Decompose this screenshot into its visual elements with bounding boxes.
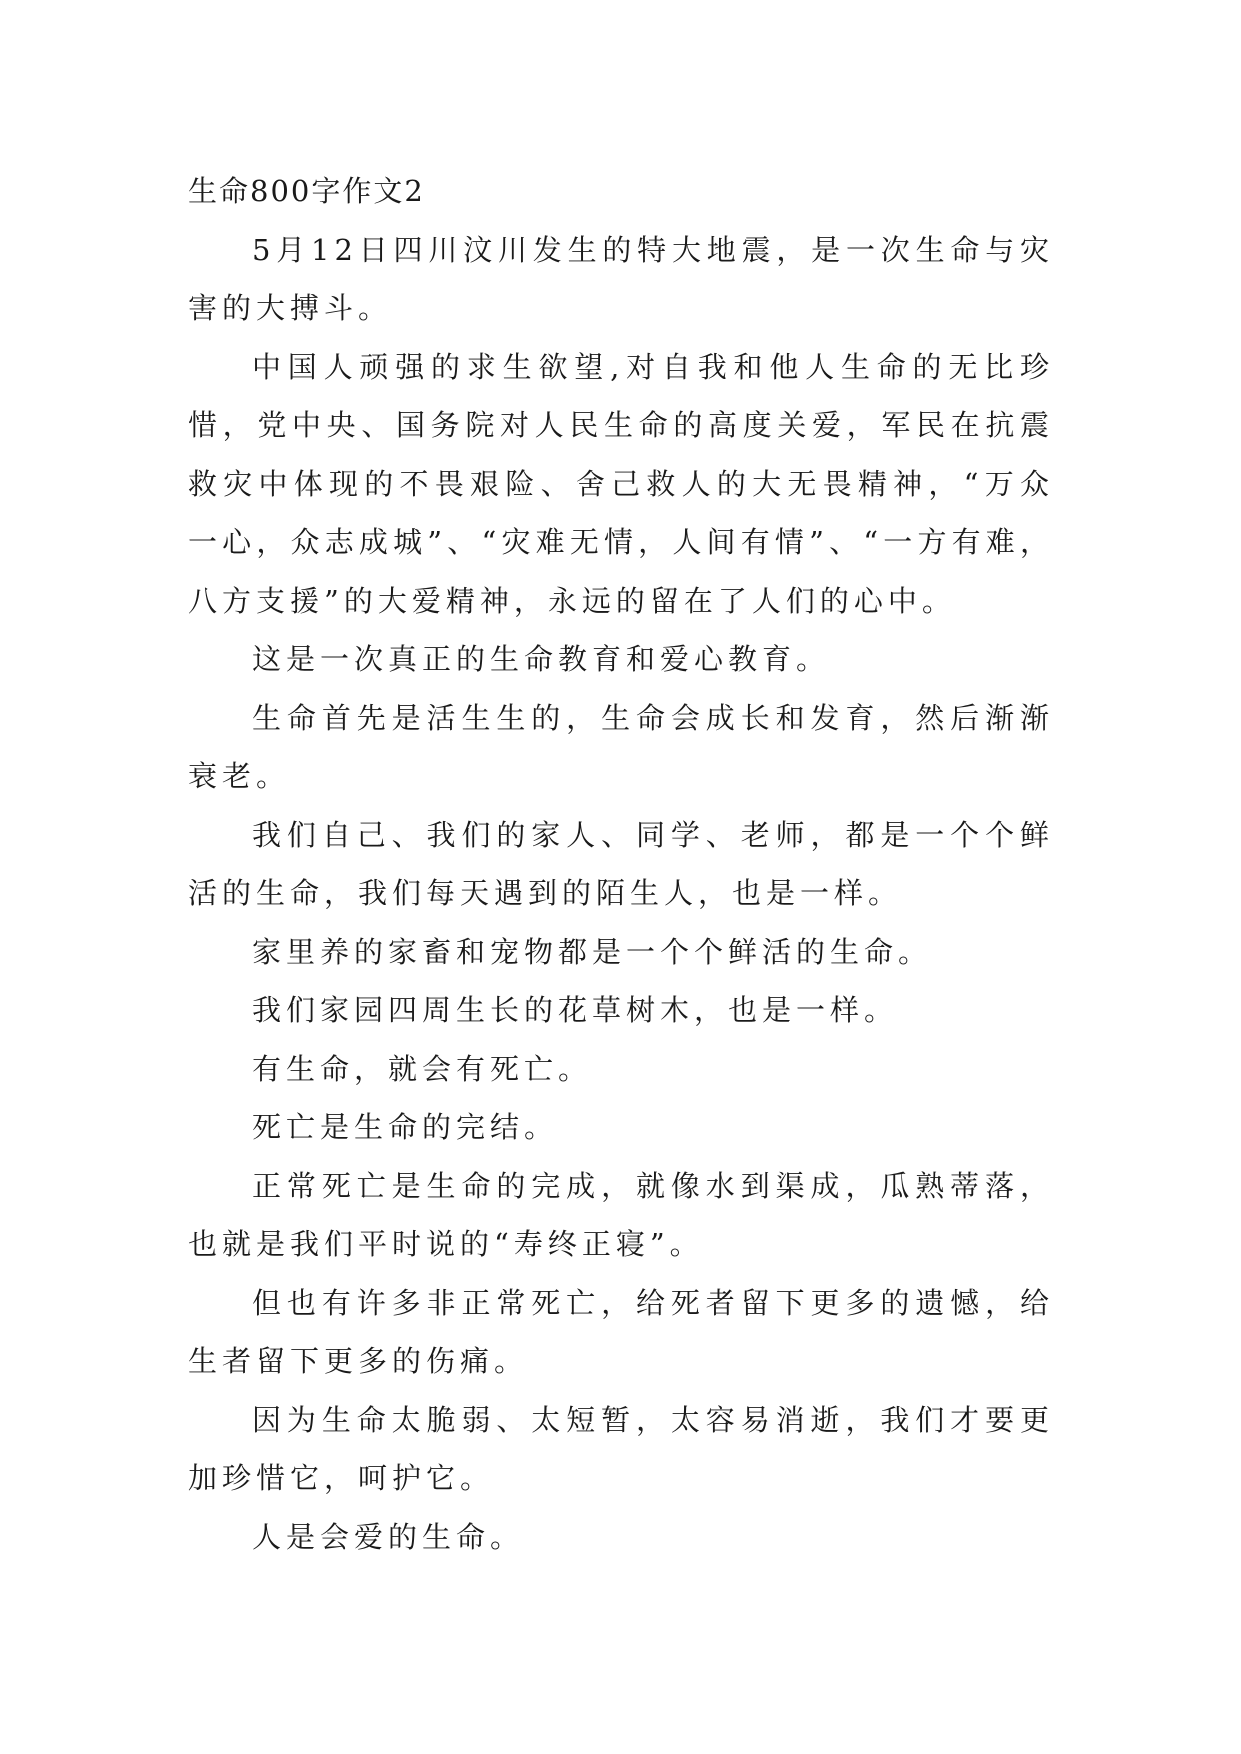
paragraph: 我们家园四周生长的花草树木，也是一样。 — [252, 993, 899, 1027]
paragraph: 生命首先是活生生的，生命会成长和发育，然后渐渐衰老。 — [188, 700, 1054, 793]
document-body — [188, 162, 1054, 1566]
paragraph: 有生命，就会有死亡。 — [252, 1051, 593, 1086]
paragraph: 中国人顽强的求生欲望,对自我和他人生命的无比珍惜，党中央、国务院对人民生命的高度关爱，军民在抗震救灾中体现的不畏艰险、舍己救人的大无畏精神，“万众一心，众志成城”、“灾难无情，人间有情”、“一方有难，八方支援”的大爱精神，永远的留在了人们的心中。 — [188, 349, 1054, 618]
paragraph: 因为生命太脆弱、太短暂，太容易消逝，我们才要更加珍惜它，呵护它。 — [188, 1402, 1054, 1495]
paragraph: 我们自己、我们的家人、同学、老师，都是一个个鲜活的生命，我们每天遇到的陌生人，也是一样。 — [188, 817, 1054, 910]
paragraph: 家里养的家畜和宠物都是一个个鲜活的生命。 — [252, 934, 933, 969]
paragraph: 正常死亡是生命的完成，就像水到渠成，瓜熟蒂落，也就是我们平时说的“寿终正寝”。 — [188, 1168, 1054, 1261]
paragraph: 死亡是生命的完结。 — [252, 1110, 559, 1144]
paragraph: 但也有许多非正常死亡，给死者留下更多的遗憾，给生者留下更多的伤痛。 — [188, 1285, 1054, 1378]
paragraph: 这是一次真正的生命教育和爱心教育。 — [252, 642, 831, 676]
document-title: 生命800字作文2 — [188, 174, 425, 208]
paragraph: 人是会爱的生命。 — [252, 1519, 525, 1554]
paragraph: 5月12日四川汶川发生的特大地震，是一次生命与灾害的大搏斗。 — [188, 232, 1054, 325]
